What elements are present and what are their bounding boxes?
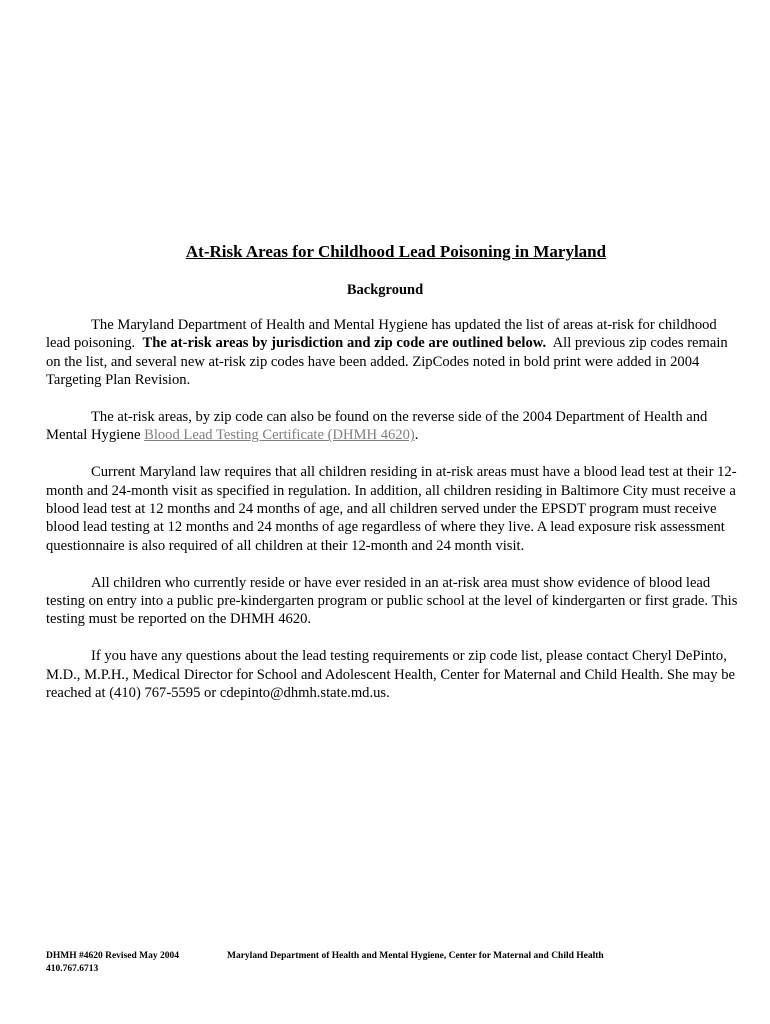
page-title: At-Risk Areas for Childhood Lead Poisoning in Maryland: [185, 242, 607, 261]
footer-form-revision: DHMH #4620 Revised May 2004: [46, 951, 179, 961]
paragraph-school-entry: All children who currently reside or have ever resided in an at-risk area must show evidence of blood lead testing on entry into a public pre-kindergarten program or public school at the level of kindergarten or first grade. This testing must be reported on the DHMH 4620.: [46, 574, 738, 628]
paragraph-intro-text: The Maryland Department of Health and Mental Hygiene has updated the list of areas at-risk for childhood lead poisoning.: [46, 317, 717, 352]
footer-left: [46, 950, 179, 976]
footer-department: Maryland Department of Health and Mental Hygiene, Center for Maternal and Child Health: [227, 951, 604, 961]
certificate-link[interactable]: Blood Lead Testing Certificate (DHMH 4620): [144, 427, 415, 444]
paragraph-certificate: [46, 408, 738, 445]
paragraph-certificate-end: .: [414, 427, 419, 444]
paragraph-contact: If you have any questions about the lead testing requirements or zip code list, please contact Cheryl DePinto, M.D., M.P.H., Medical Director for School and Adolescent Health, Center for Maternal and Child Health. She may be reached at (410) 767-5595 or cdepinto@dhmh.state.md.us.: [46, 648, 735, 702]
section-heading-background: Background: [346, 282, 424, 298]
paragraph-law: Current Maryland law requires that all children residing in at-risk areas must have a blood lead test at their 12-month and 24-month visit as specified in regulation. In addition, all children residing in Baltimore City must receive a blood lead test at 12 months and 24 months of age, and all children served under the EPSDT program must receive blood lead testing at 12 months and 24 months of age regardless of where they live. A lead exposure risk assessment questionnaire is also required of all children at their 12-month and 24 month visit.: [46, 464, 737, 554]
paragraph-intro: [46, 316, 738, 390]
footer-phone: 410.767.6713: [46, 964, 99, 974]
paragraph-intro-bold: The at-risk areas by jurisdiction and zip code are outlined below.: [142, 335, 547, 352]
paragraph-certificate-text: The at-risk areas, by zip code can also be found on the reverse side of the 2004 Department of Health and Mental Hygiene: [46, 409, 708, 444]
paragraph-intro-rest: All previous zip codes remain on the list, and several new at-risk zip codes have been added. ZipCodes noted in bold print were added in 2004 Targeting Plan Revision.: [46, 335, 728, 389]
body-text: [46, 316, 738, 721]
